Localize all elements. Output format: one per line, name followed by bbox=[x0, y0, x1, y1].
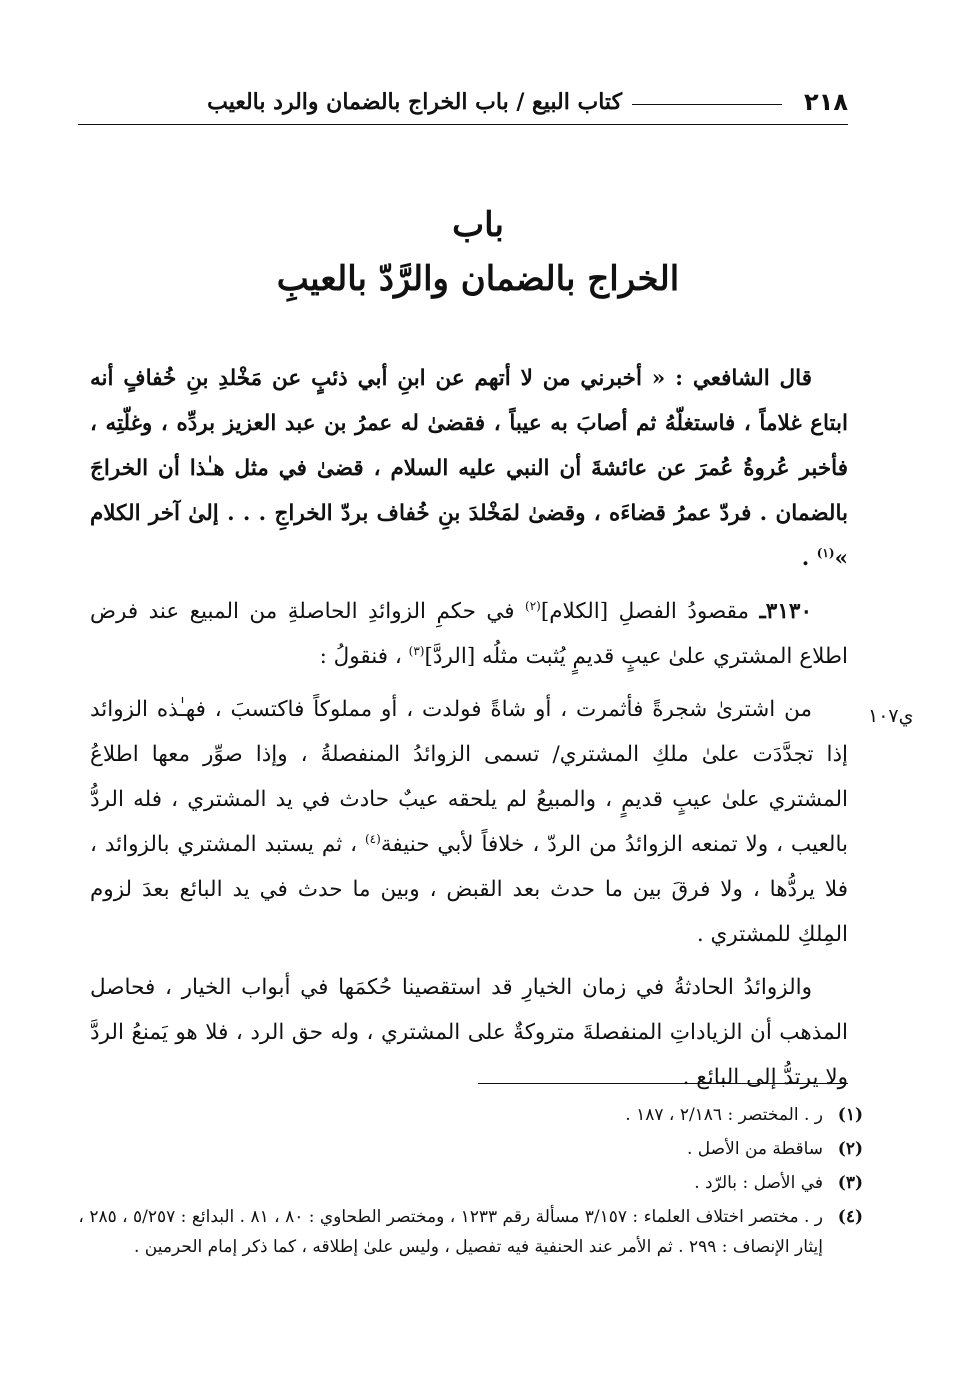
footnote-ref-2: (٢) bbox=[525, 598, 541, 613]
footnote-text: ر . مختصر اختلاف العلماء : ٣/١٥٧ مسألة رقم ١٢٣٣ ، ومختصر الطحاوي : ٨٠ ، ٨١ . البدائع : ٥/٢٥٧ ، ٢٨٥ ، إيثار الإنصاف : ٢٩٩ . ثم الأمر عند الحنفية فيه تفصيل ، وليس علىٰ إطلاقه ، كما ذكر إمام الحرمين . bbox=[78, 1207, 823, 1257]
issue-text-b: في حكمِ الزوائدِ الحاصلةِ من المبيع عند فرض اطلاع المشتري علىٰ عيبٍ قديمٍ يُثبت مثلُه [الردَّ] bbox=[90, 599, 848, 669]
footnote-number: (١) bbox=[837, 1105, 863, 1125]
khiyar-paragraph: والزوائدُ الحادثةُ في زمان الخيارِ قد استقصينا حُكمَها في أبواب الخيار ، فحاصل المذهب أن الزياداتِ المنفصلةَ متروكةٌ على المشتري ، وله حق الرد ، فلا هو يَمنعُ الردَّ ولا يرتدُّ إلى البائع . bbox=[90, 975, 848, 1090]
footnote-ref-4: (٤) bbox=[364, 831, 381, 846]
footnote-number: (٤) bbox=[837, 1207, 863, 1227]
header-underline bbox=[78, 124, 848, 125]
footnote-rule bbox=[478, 1083, 848, 1084]
zawaid-text-a: من اشترىٰ شجرةً فأثمرت ، أو شاةً فولدت ، أو مملوكاً فاكتسبَ ، فهـٰذه الزوائد إذا تجدَّدَت علىٰ ملكِ المشتري/ تسمى الزوائدُ المنفصلةُ ، وإذا صوِّر معها اطلاعُ المشتري علىٰ عيبٍ قديمٍ ، والمبيعُ لم يلحقه عيبٌ حادث في يد المشتري ، فله الردُّ بالعيب ، ولا تمنعه الزوائدُ من الردّ ، خلافاً لأبي حنيفة bbox=[90, 697, 848, 857]
footnote-ref-1: (١) bbox=[816, 545, 835, 560]
quote-text: قال الشافعي : « أخبرني من لا أتهم عن ابنِ أبي ذئبٍ عن مَخْلدِ بنِ خُفافٍ أنه ابتاع غلاماً ، فاستغلّهُ ثم أصابَ به عيباً ، فقضىٰ له عمرُ بن عبد العزيز بردِّه ، وغلّتِه ، فأخبر عُروةُ عُمرَ عن عائشةَ أن النبي عليه السلام ، قضىٰ في مثل هـٰذا أن الخراجَ بالضمان . فردّ عمرُ قضاءَه ، وقضىٰ لمَخْلدَ بنِ خُفاف بردّ الخراجِ . . . إلىٰ آخر الكلام » bbox=[90, 366, 848, 571]
chapter-word: باب bbox=[452, 205, 504, 245]
footnote-text: ر . المختصر : ٢/١٨٦ ، ١٨٧ . bbox=[625, 1105, 823, 1125]
chapter-heading bbox=[78, 198, 878, 306]
zawaid-paragraph bbox=[90, 687, 848, 957]
shafii-quote-paragraph bbox=[90, 356, 848, 581]
margin-manuscript-note: ي١٠٧ bbox=[868, 705, 914, 727]
page-number: ٢١٨ bbox=[804, 88, 848, 116]
footnote bbox=[78, 1202, 863, 1262]
issue-text-c: ، فنقولُ : bbox=[319, 644, 409, 669]
header-dash-rule bbox=[632, 104, 782, 105]
footnote bbox=[78, 1134, 863, 1164]
footnote-ref-3: (٣) bbox=[408, 643, 425, 658]
running-header bbox=[78, 82, 848, 122]
issue-text-a: مقصودُ الفصلِ [الكلام] bbox=[540, 599, 760, 624]
footnote-text: ساقطة من الأصل . bbox=[687, 1139, 823, 1159]
footnote-number: (٢) bbox=[837, 1139, 863, 1159]
footnote bbox=[78, 1168, 863, 1198]
body-text bbox=[90, 356, 848, 1108]
zawaid-text-b: ، ثم يستبد المشتري بالزوائد ، فلا يردُّها ، ولا فرقَ بين ما حدث بعد القبض ، وبين ما حدث في يد البائع بعدَ لزوم المِلكِ للمشتري . bbox=[90, 832, 848, 947]
running-title: كتاب البيع / باب الخراج بالضمان والرد بالعيب bbox=[207, 89, 623, 115]
footnote bbox=[78, 1100, 863, 1130]
footnotes bbox=[78, 1100, 863, 1266]
footnote-number: (٣) bbox=[837, 1173, 863, 1193]
issue-paragraph bbox=[90, 589, 848, 679]
footnote-text: في الأصل : بالرّد . bbox=[694, 1173, 823, 1193]
issue-number: ٣١٣٠ـ bbox=[759, 599, 812, 624]
quote-end: . bbox=[801, 546, 817, 571]
chapter-title: الخراج بالضمان والرَّدّ بالعيبِ bbox=[276, 259, 680, 299]
